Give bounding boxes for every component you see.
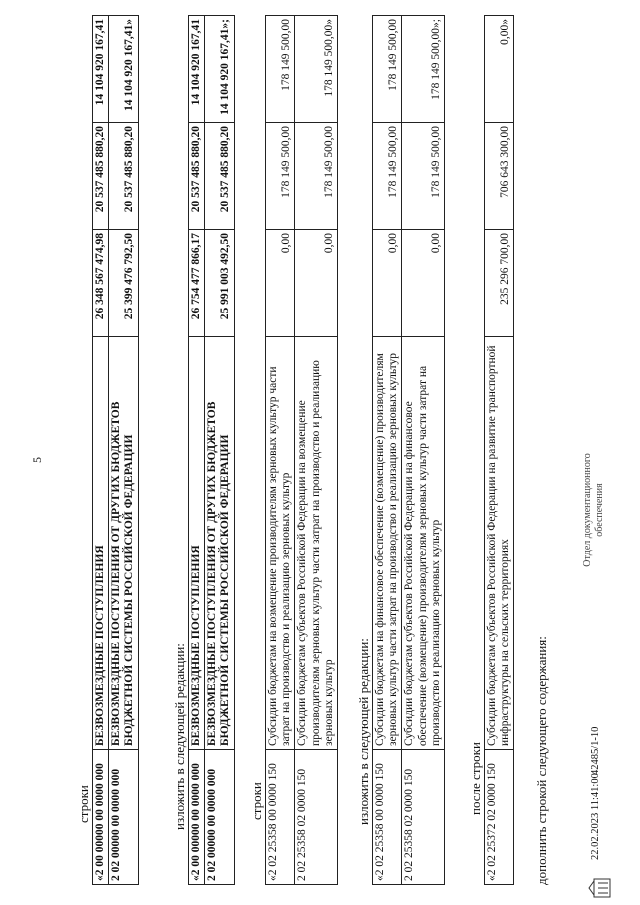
cell-name: Субсидии бюджетам на финансовое обеспечение (возмещение) производителям зерновых культур части затрат на производство и реализацию зерновых культур <box>373 337 402 750</box>
table-row <box>266 16 295 885</box>
caption-new-edition: изложить в следующей редакции: <box>172 643 187 830</box>
cell-value: 26 754 477 866,17 <box>189 230 205 337</box>
cell-value: 178 149 500,00»; <box>402 16 445 123</box>
table-after-row <box>484 15 514 885</box>
cell-code: 2 02 00000 00 0000 000 <box>109 750 138 885</box>
cell-value: 0,00 <box>373 230 402 337</box>
cell-code: «2 02 25358 00 0000 150 <box>266 750 295 885</box>
footer-department: Отдел документационного обеспечения <box>582 453 605 567</box>
cell-name: БЕЗВОЗМЕЗДНЫЕ ПОСТУПЛЕНИЯ <box>189 337 205 750</box>
table-row <box>205 16 234 885</box>
cell-name: Субсидии бюджетам субъектов Российской Федерации на финансовое обеспечение (возмещение) производителям зерновых культур части затрат на производство и реализацию зерновых культур <box>402 337 445 750</box>
cell-code: «2 00 00000 00 0000 000 <box>93 750 109 885</box>
table-row <box>373 16 402 885</box>
cell-code: «2 02 25372 02 0000 150 <box>485 750 514 885</box>
caption-supplement: дополнить строкой следующего содержания: <box>534 636 549 885</box>
cell-value: 25 399 476 792,50 <box>109 230 138 337</box>
cell-value: 0,00 <box>266 230 295 337</box>
table-row <box>485 16 514 885</box>
cell-value: 20 537 485 880,20 <box>189 123 205 230</box>
cell-name: Субсидии бюджетам на возмещение производителям зерновых культур части затрат на производство и реализацию зерновых культур <box>266 337 295 750</box>
cell-value: 0,00 <box>295 230 338 337</box>
cell-name: Субсидии бюджетам субъектов Российской Федерации на возмещение производителям зерновых культур части затрат на производство и реализацию зерновых культур <box>295 337 338 750</box>
caption-rows: строки <box>76 785 91 823</box>
cell-code: «2 02 25358 00 0000 150 <box>373 750 402 885</box>
cell-value: 14 104 920 167,41 <box>93 16 109 123</box>
cell-value: 14 104 920 167,41 <box>189 16 205 123</box>
cell-name: БЕЗВОЗМЕЗДНЫЕ ПОСТУПЛЕНИЯ ОТ ДРУГИХ БЮДЖЕТОВ БЮДЖЕТНОЙ СИСТЕМЫ РОССИЙСКОЙ ФЕДЕРАЦИИ <box>205 337 234 750</box>
cell-value: 178 149 500,00» <box>295 16 338 123</box>
footer-doc-id: 42485/1-10 <box>590 726 601 775</box>
table-row <box>402 16 445 885</box>
cell-value: 706 643 300,00 <box>485 123 514 230</box>
cell-code: 2 02 25358 02 0000 150 <box>402 750 445 885</box>
cell-value: 26 348 567 474,98 <box>93 230 109 337</box>
table-subsidy-rows <box>265 15 338 885</box>
cell-name: БЕЗВОЗМЕЗДНЫЕ ПОСТУПЛЕНИЯ <box>93 337 109 750</box>
caption-rows: строки <box>249 782 264 820</box>
table-original-rows <box>92 15 139 885</box>
cell-value: 20 537 485 880,20 <box>109 123 138 230</box>
doc-stamp-icon <box>588 877 614 899</box>
cell-value: 178 149 500,00 <box>373 123 402 230</box>
cell-code: 2 02 00000 00 0000 000 <box>205 750 234 885</box>
cell-code: 2 02 25358 02 0000 150 <box>295 750 338 885</box>
cell-value: 14 104 920 167,41» <box>109 16 138 123</box>
cell-value: 178 149 500,00 <box>402 123 445 230</box>
page-number: 5 <box>30 457 44 463</box>
cell-value: 20 537 485 880,20 <box>205 123 234 230</box>
cell-value: 20 537 485 880,20 <box>93 123 109 230</box>
table-new-edition-rows <box>188 15 235 885</box>
caption-after-row: после строки <box>468 742 483 815</box>
cell-value: 0,00 <box>402 230 445 337</box>
cell-code: «2 00 00000 00 0000 000 <box>189 750 205 885</box>
cell-name: Субсидии бюджетам субъектов Российской Федерации на развитие транспортной инфраструктуры на сельских территориях <box>485 337 514 750</box>
table-row <box>295 16 338 885</box>
cell-value: 178 149 500,00 <box>373 16 402 123</box>
cell-value: 0,00» <box>485 16 514 123</box>
table-row <box>189 16 205 885</box>
footer-timestamp: 22.02.2023 11:41:00 <box>590 773 601 860</box>
cell-value: 178 149 500,00 <box>295 123 338 230</box>
cell-value: 25 991 003 492,50 <box>205 230 234 337</box>
table-subsidy-new-edition <box>372 15 445 885</box>
cell-value: 178 149 500,00 <box>266 123 295 230</box>
caption-new-edition: изложить в следующей редакции: <box>356 638 371 825</box>
cell-value: 235 296 700,00 <box>485 230 514 337</box>
table-row <box>109 16 138 885</box>
cell-value: 14 104 920 167,41»; <box>205 16 234 123</box>
table-row <box>93 16 109 885</box>
cell-name: БЕЗВОЗМЕЗДНЫЕ ПОСТУПЛЕНИЯ ОТ ДРУГИХ БЮДЖЕТОВ БЮДЖЕТНОЙ СИСТЕМЫ РОССИЙСКОЙ ФЕДЕРАЦИИ <box>109 337 138 750</box>
cell-value: 178 149 500,00 <box>266 16 295 123</box>
